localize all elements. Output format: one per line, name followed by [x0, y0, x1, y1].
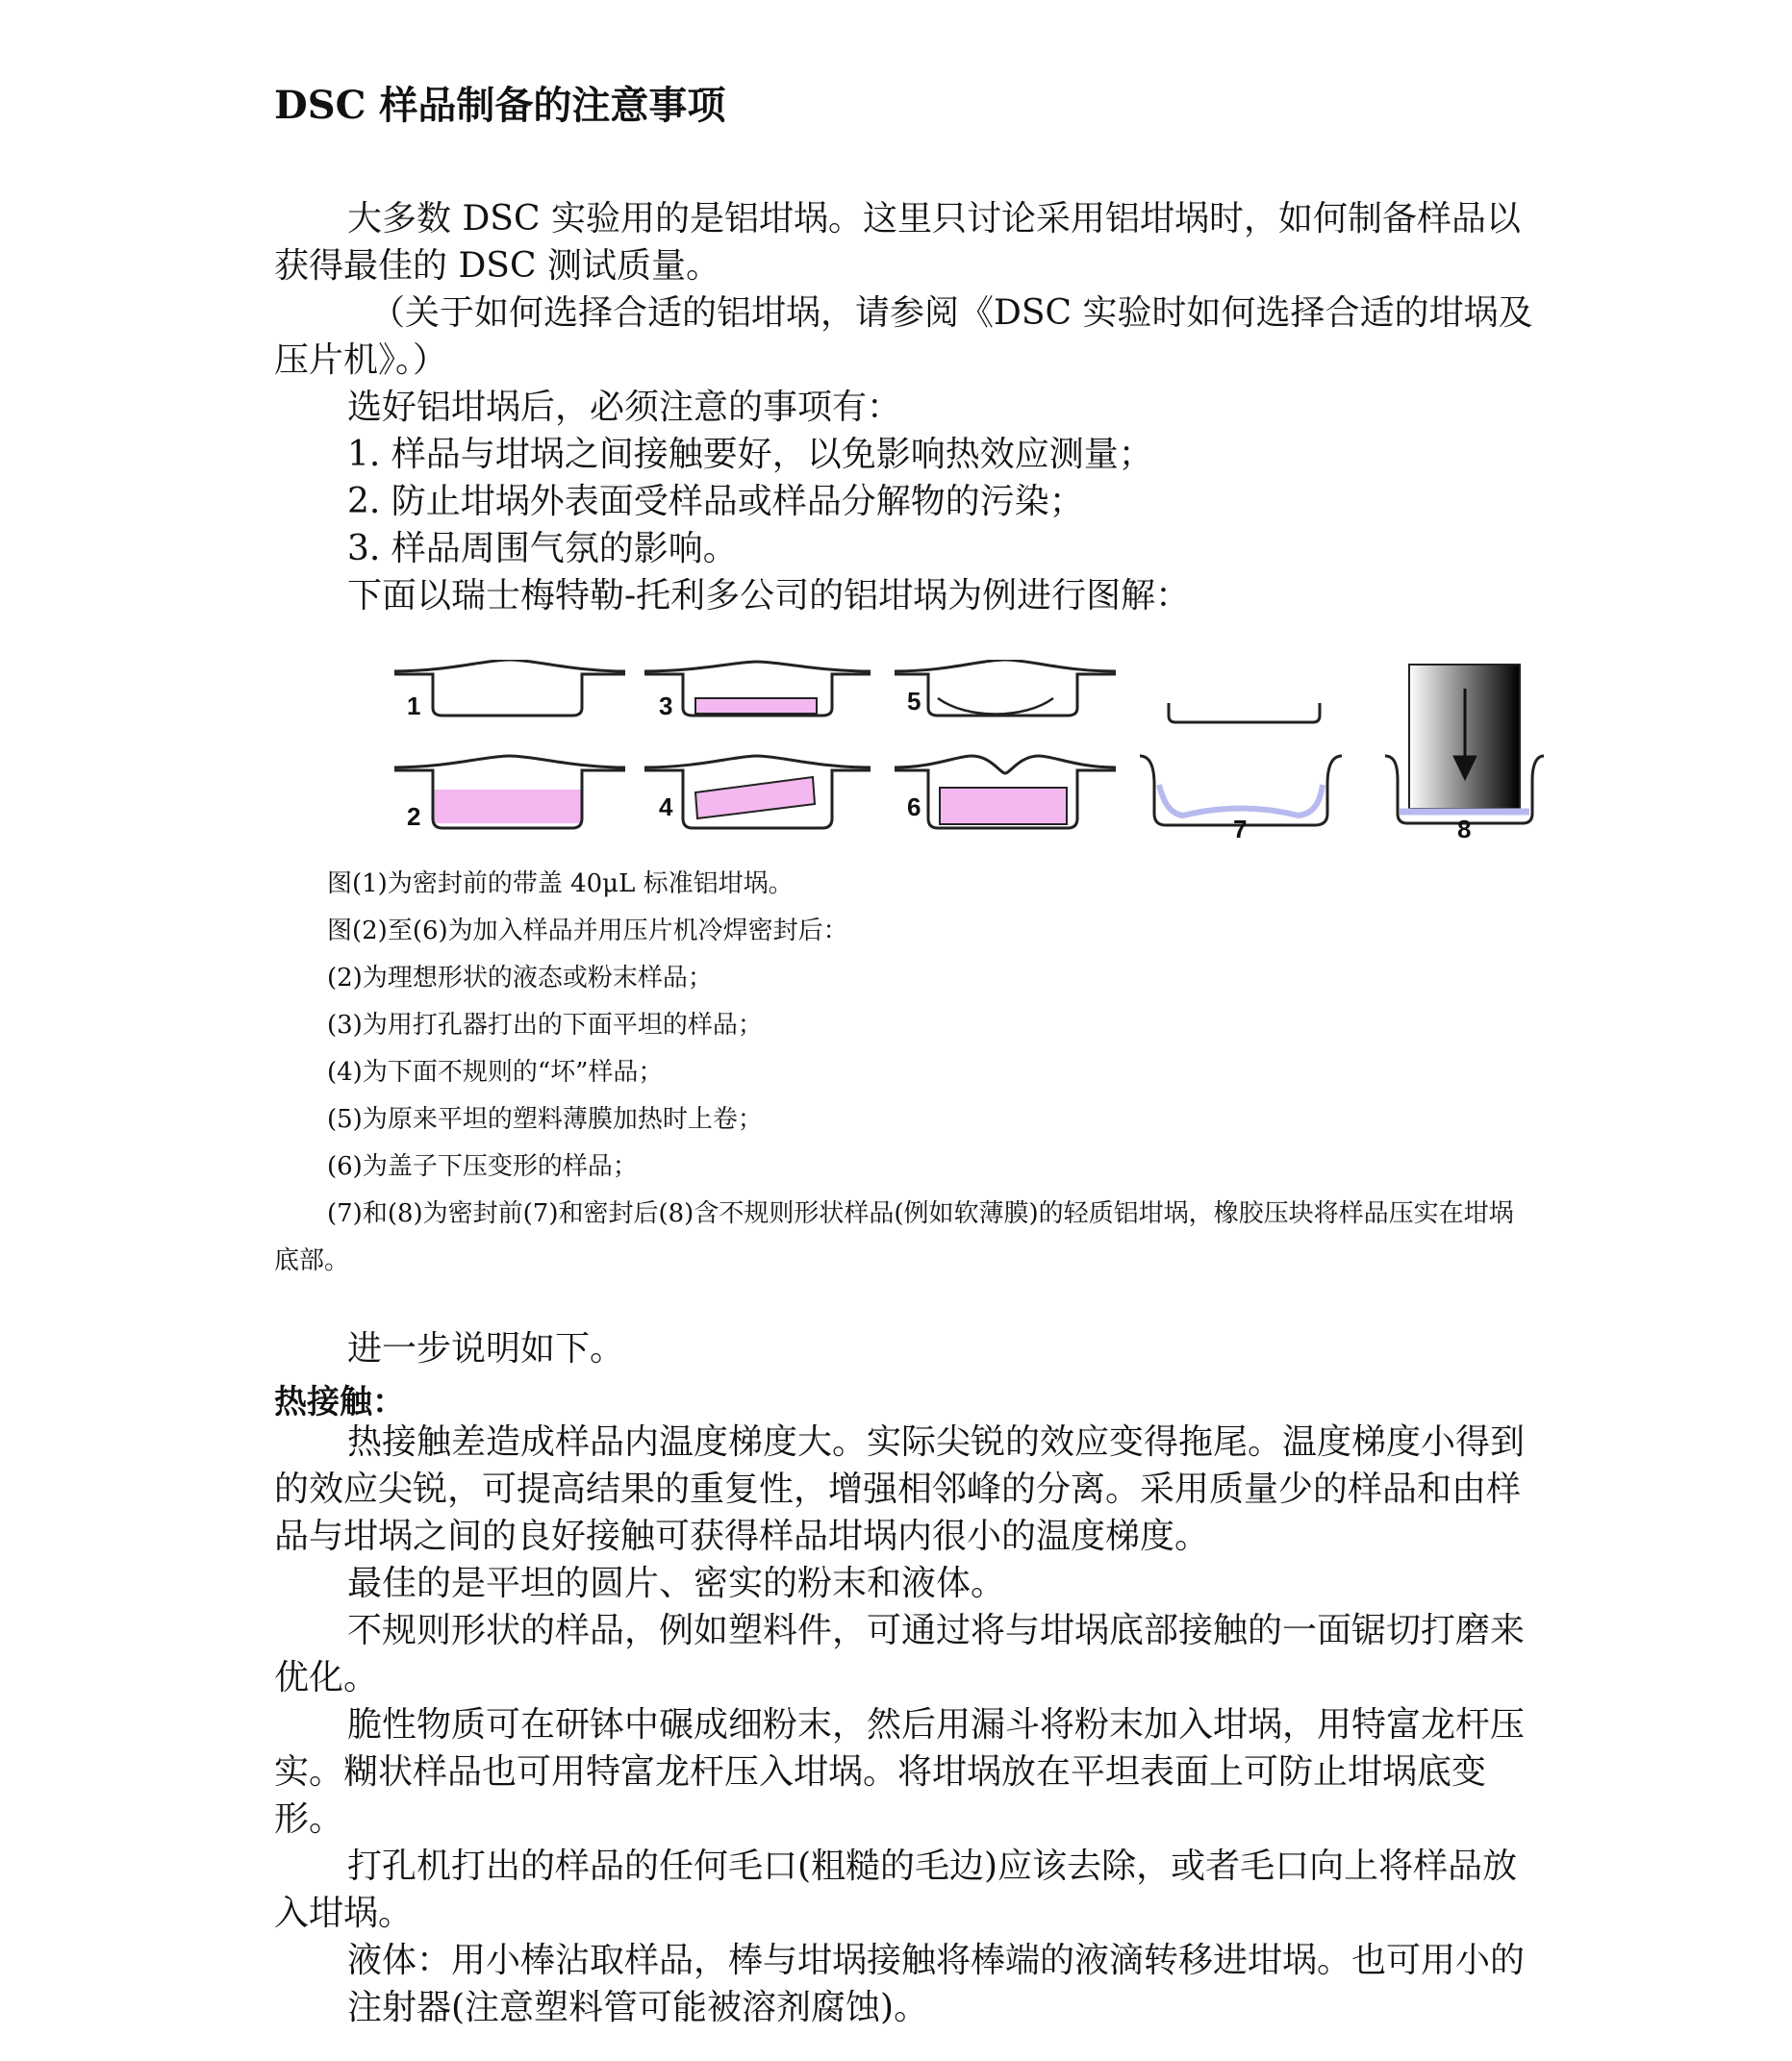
sample-2: [433, 790, 582, 823]
crucible-7: [1140, 703, 1342, 825]
thermal-paragraph-2: 最佳的是平坦的圆片、密实的粉末和液体。: [347, 1564, 1006, 1603]
crucible-label-4: 4: [659, 792, 673, 821]
list-item-3: 3. 样品周围气氛的影响。: [347, 529, 738, 568]
sample-5: [938, 698, 1053, 715]
page-title: DSC 样品制备的注意事项: [274, 83, 726, 128]
sample-4: [695, 777, 815, 818]
further-note: 进一步说明如下。: [347, 1329, 625, 1369]
thermal-paragraph-6: 液体：用小棒沾取样品，棒与坩埚接触将棒端的液滴转移进坩埚。也可用小的注射器(注意塑料管可能被溶剂腐蚀)。: [347, 1941, 1526, 2027]
intro-paragraph-1: 大多数 DSC 实验用的是铝坩埚。这里只讨论采用铝坩埚时，如何制备样品以获得最佳的 DSC 测试质量。: [274, 199, 1521, 286]
intro-paragraph-3: 选好铝坩埚后，必须注意的事项有：: [347, 388, 902, 427]
crucible-label-6: 6: [907, 792, 921, 821]
crucible-label-3: 3: [659, 691, 673, 720]
sample-3: [695, 698, 817, 714]
film-7: [1159, 785, 1323, 816]
thermal-paragraph-5: 打孔机打出的样品的任何毛口(粗糙的毛边)应该去除，或者毛口向上将样品放入坩埚。: [274, 1847, 1518, 1933]
intro-paragraph-2: （关于如何选择合适的铝坩埚，请参阅《DSC 实验时如何选择合适的坩埚及压片机》。）: [274, 293, 1533, 380]
crucible-3: [644, 662, 871, 716]
crucible-8: [1385, 665, 1544, 823]
crucible-4: [644, 756, 871, 828]
list-item-1: 1. 样品与坩埚之间接触要好，以免影响热效应测量；: [347, 435, 1153, 474]
crucible-figure: [390, 660, 1792, 842]
crucible-label-2: 2: [407, 802, 421, 831]
crucible-5: [895, 660, 1116, 716]
thermal-paragraph-1: 热接触差造成样品内温度梯度大。实际尖锐的效应变得拖尾。温度梯度小得到的效应尖锐，可提高结果的重复性，增强相邻峰的分离。采用质量少的样品和由样品与坩埚之间的良好接触可获得样品坩埚内很小的温度梯度。: [274, 1422, 1526, 1556]
caption-8: (7)和(8)为密封前(7)和密封后(8)含不规则形状样品(例如软薄膜)的轻质铝坩埚，橡胶压块将样品压实在坩埚底部。: [274, 1199, 1514, 1275]
caption-1: 图(1)为密封前的带盖 40μL 标准铝坩埚。: [327, 869, 794, 898]
caption-4: (3)为用打孔器打出的下面平坦的样品；: [327, 1011, 763, 1040]
section-heading-thermal: 热接触：: [274, 1383, 405, 1421]
crucible-6: [895, 756, 1116, 828]
crucible-label-1: 1: [407, 691, 421, 720]
crucible-label-5: 5: [907, 687, 921, 716]
thermal-paragraph-4: 脆性物质可在研钵中碾成细粉末，然后用漏斗将粉末加入坩埚，用特富龙杆压实。糊状样品也可用特富龙杆压入坩埚。将坩埚放在平坦表面上可防止坩埚底变形。: [274, 1705, 1526, 1839]
caption-5: (4)为下面不规则的“坏”样品；: [327, 1058, 664, 1087]
crucible-label-8: 8: [1457, 815, 1472, 842]
crucible-2: [394, 756, 625, 828]
caption-7: (6)为盖子下压变形的样品；: [327, 1152, 638, 1181]
intro-paragraph-4: 下面以瑞士梅特勒-托利多公司的铝坩埚为例进行图解：: [347, 576, 1191, 616]
list-item-2: 2. 防止坩埚外表面受样品或样品分解物的污染；: [347, 482, 1084, 521]
crucible-1: [394, 660, 625, 716]
thermal-paragraph-3: 不规则形状的样品，例如塑料件，可通过将与坩埚底部接触的一面锯切打磨来优化。: [274, 1611, 1526, 1697]
caption-2: 图(2)至(6)为加入样品并用压片机冷焊密封后：: [327, 917, 848, 945]
sample-6: [940, 788, 1067, 824]
caption-3: (2)为理想形状的液态或粉末样品；: [327, 964, 713, 993]
crucible-label-7: 7: [1233, 815, 1248, 842]
crucible-diagram: [390, 660, 1792, 842]
caption-6: (5)为原来平坦的塑料薄膜加热时上卷；: [327, 1105, 763, 1134]
